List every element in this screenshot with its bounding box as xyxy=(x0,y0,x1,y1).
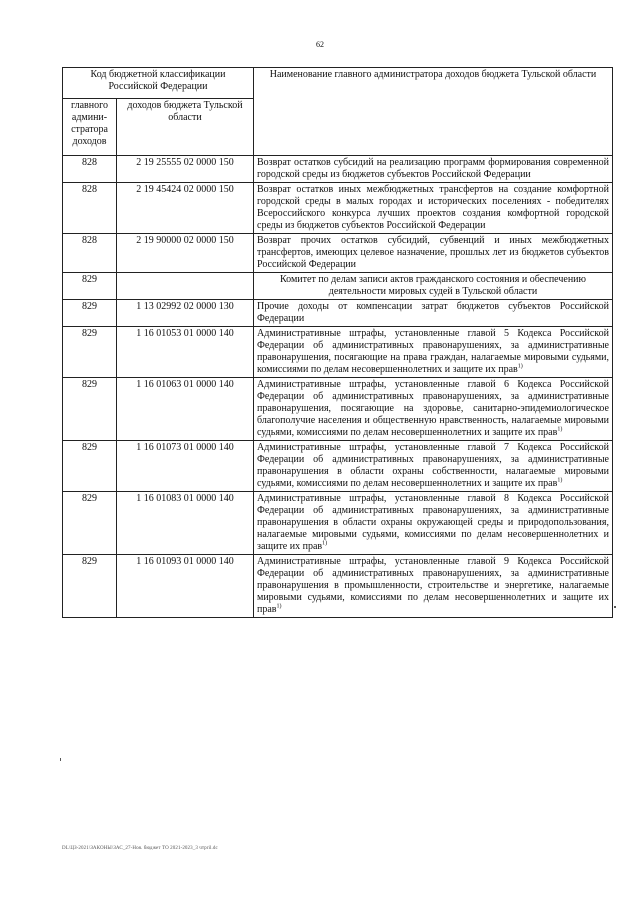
admin-code-cell: 829 xyxy=(63,327,117,378)
budget-classification-table xyxy=(62,67,613,618)
header-income-column: доходов бюджета Тульской области xyxy=(117,99,254,156)
table-row xyxy=(63,555,613,618)
income-name-text: Административные штрафы, установленные главой 6 Кодекса Российской Федерации об административных правонарушениях, за административные правонарушения, посягающие на здоровье, санитарно-эпидемиологическое благополучие населения и общественную нравственность, налагаемые мировыми судьями, комиссиями по делам несовершеннолетних и защите их прав xyxy=(257,379,609,438)
income-code-cell: 2 19 45424 02 0000 150 xyxy=(117,183,254,234)
income-name-cell xyxy=(254,183,613,234)
admin-code-cell: 829 xyxy=(63,300,117,327)
table-row xyxy=(63,183,613,234)
income-code-cell: 1 16 01093 01 0000 140 xyxy=(117,555,254,618)
footnote-marker: 1) xyxy=(557,477,563,484)
income-name-text: Прочие доходы от компенсации затрат бюджетов субъектов Российской Федерации xyxy=(257,301,609,324)
admin-code-cell: 828 xyxy=(63,183,117,234)
income-code-cell xyxy=(117,273,254,300)
admin-code-cell: 829 xyxy=(63,555,117,618)
admin-code-cell: 829 xyxy=(63,273,117,300)
income-code-cell: 2 19 25555 02 0000 150 xyxy=(117,156,254,183)
income-name-cell xyxy=(254,156,613,183)
income-name-text: Административные штрафы, установленные главой 9 Кодекса Российской Федерации об административных правонарушениях, за административные правонарушения в промышленности, строительстве и энергетике, налагаемые мировыми судьями, комиссиями по делам несовершеннолетних и защите их прав xyxy=(257,556,609,615)
admin-code-cell: 829 xyxy=(63,492,117,555)
admin-code-cell: 829 xyxy=(63,441,117,492)
table-row xyxy=(63,327,613,378)
table-row xyxy=(63,441,613,492)
income-name-text: Административные штрафы, установленные главой 8 Кодекса Российской Федерации об административных правонарушениях, за административные правонарушения в области охраны окружающей среды и природопользования, налагаемые мировыми судьями, комиссиями по делам несовершеннолетних и защите их прав xyxy=(257,493,609,552)
admin-code-cell: 828 xyxy=(63,234,117,273)
income-name-cell xyxy=(254,300,613,327)
income-code-cell: 1 16 01063 01 0000 140 xyxy=(117,378,254,441)
file-path-footer: DL\ЦЗ-2021\ЗАКОНЫ\ЗАС_27-Ноя. бюджет ТО 2021-2023_3 чтpril.dc xyxy=(62,846,218,851)
income-name-cell xyxy=(254,327,613,378)
income-name-cell xyxy=(254,273,613,300)
admin-code-cell: 828 xyxy=(63,156,117,183)
table-body xyxy=(63,156,613,618)
scan-mark xyxy=(60,758,61,761)
table-row xyxy=(63,273,613,300)
scan-mark xyxy=(614,606,616,608)
footnote-marker: 1) xyxy=(322,540,328,547)
footnote-marker: 1) xyxy=(276,603,282,610)
footnote-marker: 1) xyxy=(517,363,523,370)
income-name-text: Административные штрафы, установленные главой 7 Кодекса Российской Федерации об административных правонарушениях, за административные правонарушения в области охраны собственности, налагаемые мировыми судьями, комиссиями по делам несовершеннолетних и защите их прав xyxy=(257,442,609,489)
header-code-group: Код бюджетной классификации Российской Федерации xyxy=(63,68,254,99)
income-name-text: Возврат остатков иных межбюджетных трансфертов на создание комфортной городской среды в малых городах и исторических поселениях - победителях Всероссийского конкурса лучших проектов создания комфортной городской среды из бюджетов субъектов Российской Федерации xyxy=(257,184,609,231)
income-name-cell xyxy=(254,378,613,441)
income-code-cell: 1 16 01073 01 0000 140 xyxy=(117,441,254,492)
page-number: 62 xyxy=(316,40,324,49)
income-code-cell: 1 16 01083 01 0000 140 xyxy=(117,492,254,555)
income-name-cell xyxy=(254,555,613,618)
header-name-column: Наименование главного администратора доходов бюджета Тульской области xyxy=(254,68,613,156)
header-admin-column: главного админи-стратора доходов xyxy=(63,99,117,156)
footnote-marker: 1) xyxy=(557,426,563,433)
income-name-cell xyxy=(254,234,613,273)
table-row xyxy=(63,378,613,441)
admin-code-cell: 829 xyxy=(63,378,117,441)
income-code-cell: 1 13 02992 02 0000 130 xyxy=(117,300,254,327)
income-code-cell: 1 16 01053 01 0000 140 xyxy=(117,327,254,378)
income-code-cell: 2 19 90000 02 0000 150 xyxy=(117,234,254,273)
table-row xyxy=(63,300,613,327)
table-row xyxy=(63,156,613,183)
income-name-text: Комитет по делам записи актов гражданского состояния и обеспечению деятельности мировых судей в Тульской области xyxy=(279,274,586,297)
income-name-text: Возврат прочих остатков субсидий, субвенций и иных межбюджетных трансфертов, имеющих целевое назначение, прошлых лет из бюджетов субъектов Российской Федерации xyxy=(257,235,609,270)
income-name-cell xyxy=(254,441,613,492)
income-name-text: Административные штрафы, установленные главой 5 Кодекса Российской Федерации об административных правонарушениях, за административные правонарушения, посягающие на права граждан, налагаемые мировыми судьями, комиссиями по делам несовершеннолетних и защите их прав xyxy=(257,328,609,375)
income-name-cell xyxy=(254,492,613,555)
table-row xyxy=(63,492,613,555)
income-name-text: Возврат остатков субсидий на реализацию программ формирования современной городской среды из бюджетов субъектов Российской Федерации xyxy=(257,157,609,180)
table-row xyxy=(63,234,613,273)
